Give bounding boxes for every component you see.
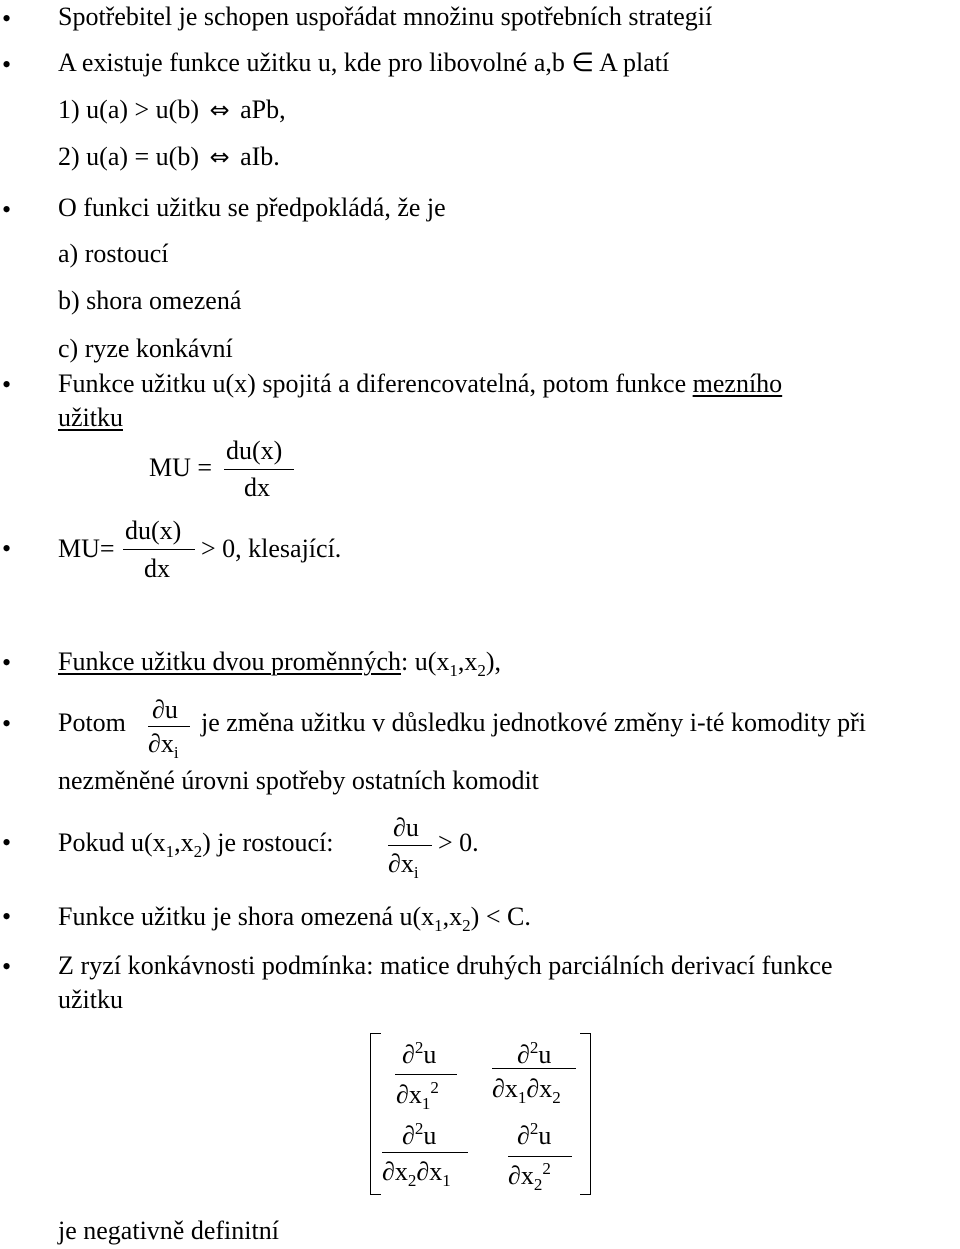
fraction-bar (508, 1156, 572, 1157)
paragraph-line (58, 647, 502, 680)
subscript: 2 (193, 842, 203, 861)
paragraph-line: nezměněné úrovni spotřeby ostatních komodit (58, 766, 539, 795)
paragraph-line (58, 50, 669, 76)
paragraph-line: Potom (58, 708, 126, 737)
term-link[interactable]: Funkce užitku dvou proměnných (58, 647, 401, 676)
subscript: 1 (165, 842, 175, 861)
text: ,x (442, 902, 463, 931)
subscript: 2 (462, 916, 471, 935)
text: 2) u(a) = u(b) (58, 142, 199, 171)
fraction-bar (492, 1068, 576, 1069)
mu-label: MU = (149, 453, 213, 482)
bullet-icon: • (2, 648, 12, 677)
bullet-icon: • (2, 952, 12, 981)
paragraph-line (58, 828, 334, 861)
subscript: i (173, 743, 179, 762)
fraction-bar (224, 469, 294, 470)
bullet-icon: • (2, 4, 12, 33)
text: Funkce užitku je shora omezená u(x (58, 902, 435, 931)
matrix-cell-denominator: $\partial x_2^2$ (508, 1159, 551, 1194)
subscript: 1 (434, 916, 443, 935)
subscript: i (413, 863, 419, 882)
subscript: 2 (477, 661, 486, 680)
fraction-bar (123, 549, 195, 550)
fraction-denominator: $\partial x_i$ (388, 849, 419, 882)
bullet-icon: • (2, 50, 12, 79)
text: ) je rostoucí: (202, 828, 334, 857)
bullet-icon: • (2, 709, 12, 738)
matrix-cell-denominator: $\partial x_2\partial x_1$ (382, 1157, 451, 1190)
fraction-numerator: ∂u (152, 695, 178, 724)
paragraph-line (58, 371, 782, 397)
matrix-cell-numerator: ∂$^2$u (517, 1119, 552, 1150)
text: ), (485, 647, 502, 676)
paragraph-line: O funkci užitku se předpokládá, že je (58, 193, 446, 222)
text: aIb. (240, 142, 280, 171)
text: A existuje funkce užitku u, kde pro libovolné a,b (58, 48, 565, 77)
text: ,x (174, 828, 194, 857)
paragraph-line: užitku (58, 985, 123, 1014)
fraction-bar (148, 726, 190, 727)
text: ,x (457, 647, 478, 676)
matrix-cell-numerator: ∂$^2$u (517, 1038, 552, 1069)
fraction-bar (382, 1152, 468, 1153)
text: : u(x (401, 647, 450, 676)
text: 1) u(a) > u(b) (58, 95, 199, 124)
iff-arrow-icon: ⇔ (209, 143, 230, 171)
bullet-icon: • (2, 828, 12, 857)
fraction-denominator: dx (244, 473, 270, 502)
fraction-denominator: dx (144, 554, 170, 583)
paragraph-line (58, 405, 123, 431)
paragraph-line: je negativně definitní (58, 1216, 279, 1245)
fraction-numerator: du(x) (125, 516, 182, 545)
element-of-symbol: ∈ (571, 48, 595, 77)
fraction-numerator: du(x) (226, 436, 283, 465)
fraction-bar (388, 845, 432, 846)
paragraph-line: a) rostoucí (58, 239, 169, 268)
paragraph-line: > 0, klesající. (201, 534, 342, 563)
paragraph-line (58, 144, 280, 170)
paragraph-line: c) ryze konkávní (58, 334, 233, 363)
bullet-icon: • (2, 370, 12, 399)
text: A platí (599, 48, 670, 77)
iff-arrow-icon: ⇔ (209, 96, 230, 124)
paragraph-line: je změna užitku v důsledku jednotkové změny i-té komodity při (201, 708, 867, 737)
text: Pokud u(x (58, 828, 166, 857)
bullet-icon: • (2, 195, 12, 224)
bullet-icon: • (2, 902, 12, 931)
matrix-cell-numerator: ∂$^2$u (402, 1038, 437, 1069)
mu-label: MU= (58, 534, 115, 563)
matrix-cell-numerator: ∂$^2$u (402, 1119, 437, 1150)
subscript: 1 (449, 661, 458, 680)
term-link[interactable]: užitku (58, 403, 123, 432)
paragraph-line: b) shora omezená (58, 286, 242, 315)
bullet-icon: • (2, 534, 12, 563)
matrix-right-bracket (580, 1033, 591, 1195)
paragraph-line: Spotřebitel je schopen uspořádat množinu spotřebních strategií (58, 2, 713, 31)
term-link[interactable]: mezního (692, 369, 783, 398)
text: ) < C. (470, 902, 531, 931)
paragraph-line: Z ryzí konkávnosti podmínka: matice druhých parciálních derivací funkce (58, 951, 833, 980)
matrix-cell-denominator: $\partial x_1\partial x_2$ (492, 1074, 561, 1107)
text: aPb, (240, 95, 286, 124)
paragraph-line (58, 902, 531, 935)
fraction-numerator: ∂u (393, 813, 419, 842)
paragraph-line (58, 97, 286, 123)
matrix-left-bracket (370, 1033, 381, 1195)
fraction-bar (395, 1074, 457, 1075)
matrix-cell-denominator: $\partial x_1^2$ (396, 1078, 439, 1113)
text: Funkce užitku u(x) spojitá a diferencovatelná, potom funkce (58, 369, 693, 398)
paragraph-line: > 0. (438, 828, 479, 857)
fraction-denominator: $\partial x_i$ (148, 729, 179, 762)
